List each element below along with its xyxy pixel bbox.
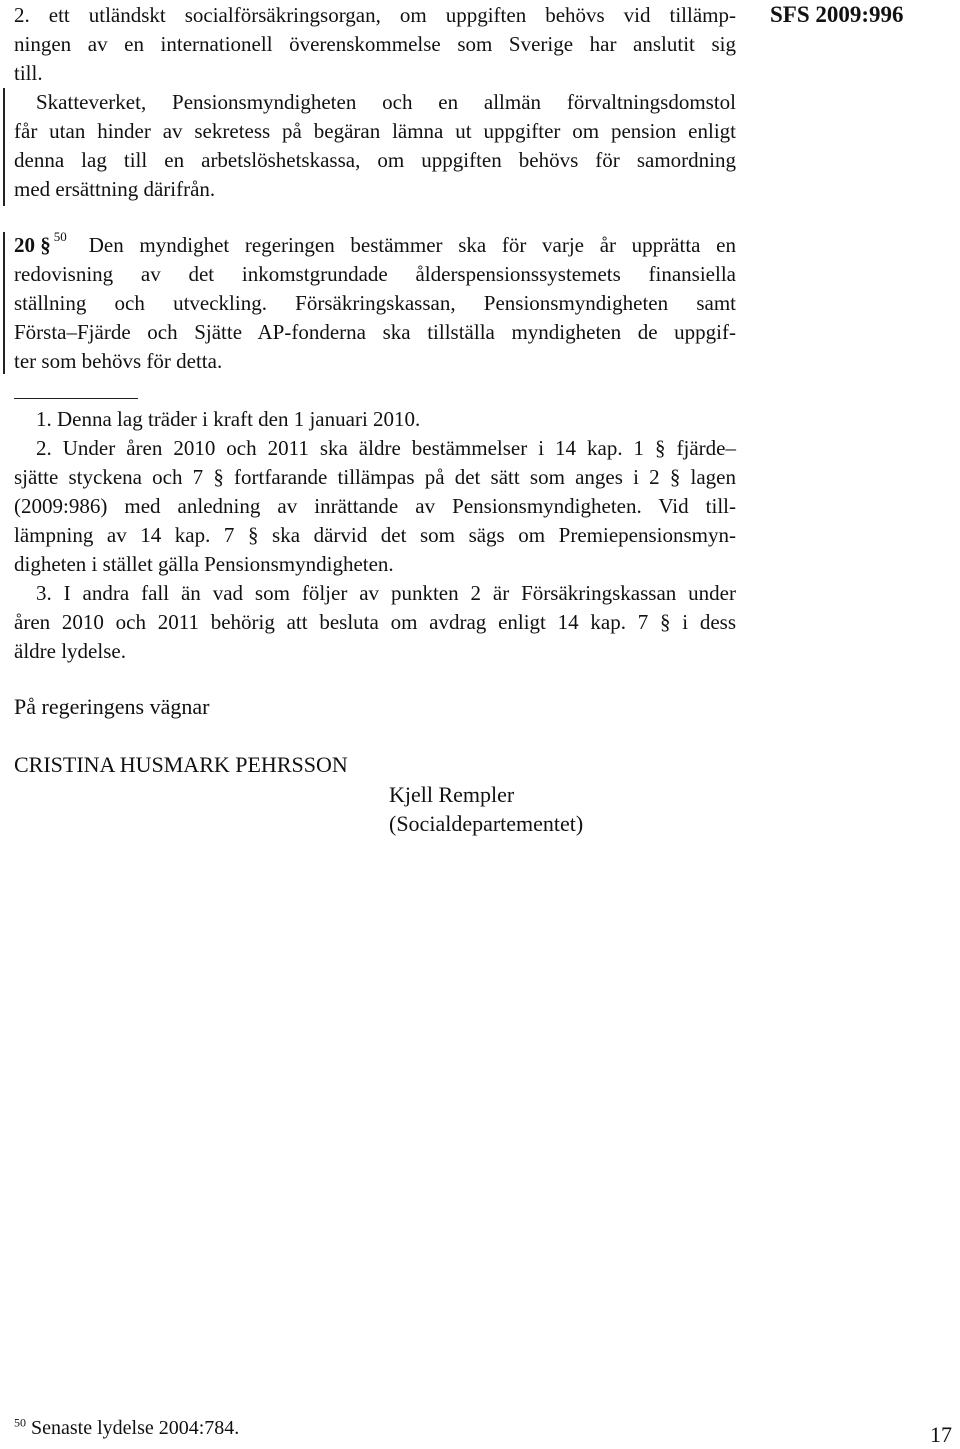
- text-line: digheten i stället gälla Pensionsmyndigheten.: [14, 552, 394, 576]
- amended-paragraph: [14, 88, 736, 204]
- text-line: ningen av en internationell överenskommelse som Sverige har anslutit sig: [14, 32, 736, 56]
- transitional-item-1: 1. Denna lag träder i kraft den 1 januari 2010.: [36, 407, 421, 431]
- text-line: denna lag till en arbetslöshetskassa, om uppgiften behövs för samordning: [14, 148, 736, 172]
- official-name: Kjell Rempler: [389, 782, 515, 807]
- text-line: åren 2010 och 2011 behörig att besluta om avdrag enligt 14 kap. 7 § i dess: [14, 610, 736, 634]
- separator-rule: [14, 398, 138, 399]
- text-line: äldre lydelse.: [14, 639, 126, 663]
- transitional-provisions: [14, 405, 736, 666]
- footnote-ref: 50: [53, 229, 67, 244]
- text-line: med ersättning därifrån.: [14, 177, 216, 201]
- text-line: (2009:986) med anledning av inrättande av Pensionsmyndigheten. Vid till-: [14, 494, 736, 518]
- department-name: (Socialdepartementet): [389, 811, 584, 836]
- text-line: Skatteverket, Pensionsmyndigheten och en allmän förvaltningsdomstol: [36, 90, 736, 114]
- footnote: [14, 1417, 239, 1440]
- on-behalf-line: På regeringens vägnar: [14, 694, 210, 719]
- section-number: 20 §: [14, 233, 51, 257]
- text-line: till.: [14, 61, 43, 85]
- change-marker-bar: [3, 88, 5, 206]
- change-marker-bar: [3, 232, 5, 374]
- text-line: 3. I andra fall än vad som följer av punkten 2 är Försäkringskassan under: [36, 581, 736, 605]
- text-line: ter som behövs för detta.: [14, 349, 223, 373]
- text-line: lämpning av 14 kap. 7 § ska därvid det som sägs om Premiepensionsmyn-: [14, 523, 736, 547]
- text-line: 2. Under åren 2010 och 2011 ska äldre bestämmelser i 14 kap. 1 § fjärde–: [36, 436, 736, 460]
- list-item-2: [14, 1, 736, 88]
- text-line: ställning och utveckling. Försäkringskassan, Pensionsmyndigheten samt: [14, 291, 736, 315]
- text-line: redovisning av det inkomstgrundade ålderspensionssystemets finansiella: [14, 262, 736, 286]
- sfs-number: SFS 2009:996: [770, 2, 904, 27]
- footnote-text: Senaste lydelse 2004:784.: [31, 1417, 240, 1439]
- section-20: [14, 231, 736, 376]
- page-number: 17: [930, 1422, 952, 1447]
- text-line: Första–Fjärde och Sjätte AP-fonderna ska tillställa myndigheten de uppgif-: [14, 320, 736, 344]
- text-line: 2. ett utländskt socialförsäkringsorgan, om uppgiften behövs vid tillämp-: [14, 3, 736, 27]
- footnote-number: 50: [14, 1415, 26, 1430]
- text-line: sjätte styckena och 7 § fortfarande tillämpas på det sätt som anges i 2 § lagen: [14, 465, 736, 489]
- text-line: får utan hinder av sekretess på begäran lämna ut uppgifter om pension enligt: [14, 119, 736, 143]
- section-first-line: [14, 231, 736, 260]
- text-line: Den myndighet regeringen bestämmer ska för varje år upprätta en: [88, 233, 736, 257]
- minister-name: CRISTINA HUSMARK PEHRSSON: [14, 752, 348, 777]
